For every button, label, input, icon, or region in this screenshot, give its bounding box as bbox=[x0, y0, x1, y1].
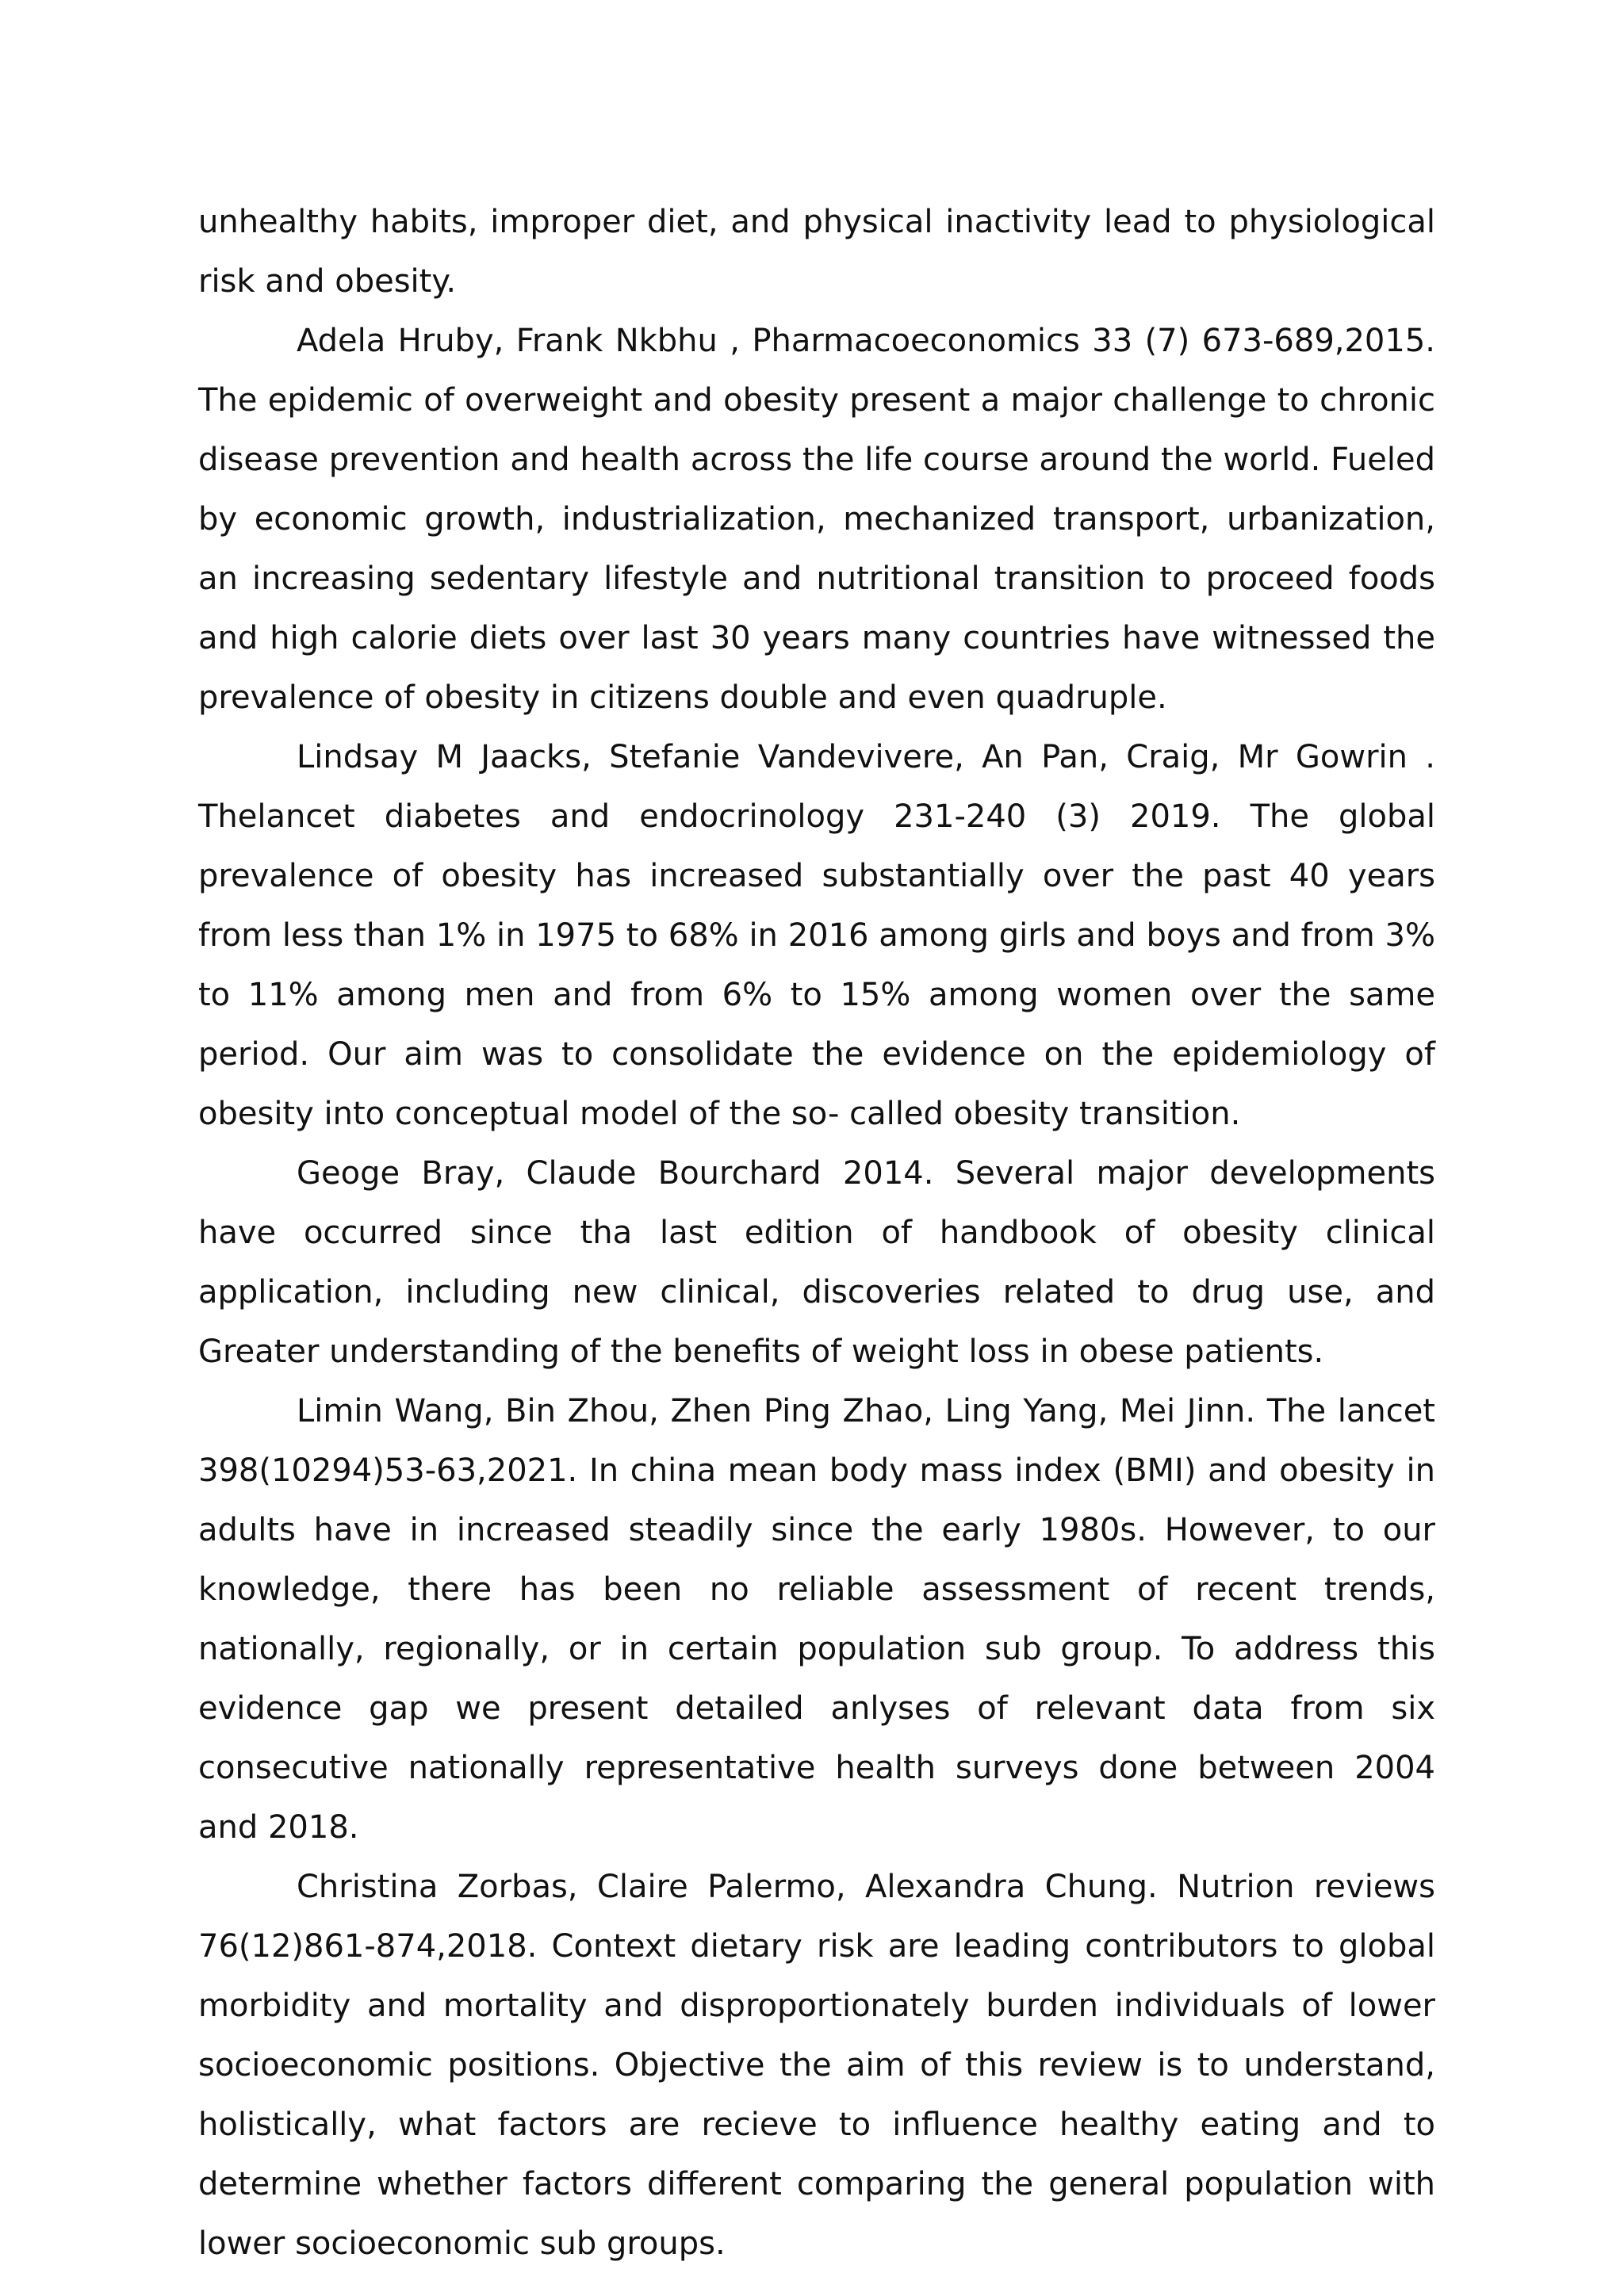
paragraph-wang-reference: Limin Wang, Bin Zhou, Zhen Ping Zhao, Ling Yang, Mei Jinn. The lancet 398(10294)53-63,2021. In china mean body mass index (BMI) and obesity in adults have in increased steadily since the early 1980s. However, to our knowledge, there has been no reliable assessment of recent trends, nationally, regionally, or in certain population sub group. To address this evidence gap we present detailed anlyses of relevant data from six consecutive nationally representative health surveys done between 2004 and 2018. bbox=[198, 1393, 1435, 1846]
paragraph-bray-reference: Geoge Bray, Claude Bourchard 2014. Several major developments have occurred since tha last edition of handbook of obesity clinical application, including new clinical, discoveries related to drug use, and Greater understanding of the benefits of weight loss in obese patients. bbox=[198, 1155, 1435, 1370]
document-body bbox=[198, 193, 1435, 2274]
paragraph-continuation: unhealthy habits, improper diet, and physical inactivity lead to physiological risk and obesity. bbox=[198, 204, 1435, 300]
paragraph-jaacks-reference: Lindsay M Jaacks, Stefanie Vandevivere, An Pan, Craig, Mr Gowrin . Thelancet diabetes and endocrinology 231-240 (3) 2019. The global prevalence of obesity has increased substantially over the past 40 years from less than 1% in 1975 to 68% in 2016 among girls and boys and from 3% to 11% among men and from 6% to 15% among women over the same period. Our aim was to consolidate the evidence on the epidemiology of obesity into conceptual model of the so- called obesity transition. bbox=[198, 739, 1435, 1132]
paragraph-hruby-reference: Adela Hruby, Frank Nkbhu , Pharmacoeconomics 33 (7) 673-689,2015. The epidemic of overweight and obesity present a major challenge to chronic disease prevention and health across the life course around the world. Fueled by economic growth, industrialization, mechanized transport, urbanization, an increasing sedentary lifestyle and nutritional transition to proceed foods and high calorie diets over last 30 years many countries have witnessed the prevalence of obesity in citizens double and even quadruple. bbox=[198, 323, 1435, 716]
paragraph-zorbas-reference: Christina Zorbas, Claire Palermo, Alexandra Chung. Nutrion reviews 76(12)861-874,2018. Context dietary risk are leading contributors to global morbidity and mortality and disproportionately burden individuals of lower socioeconomic positions. Objective the aim of this review is to understand, holistically, what factors are recieve to influence healthy eating and to determine whether factors different comparing the general population with lower socioeconomic sub groups. bbox=[198, 1869, 1435, 2262]
